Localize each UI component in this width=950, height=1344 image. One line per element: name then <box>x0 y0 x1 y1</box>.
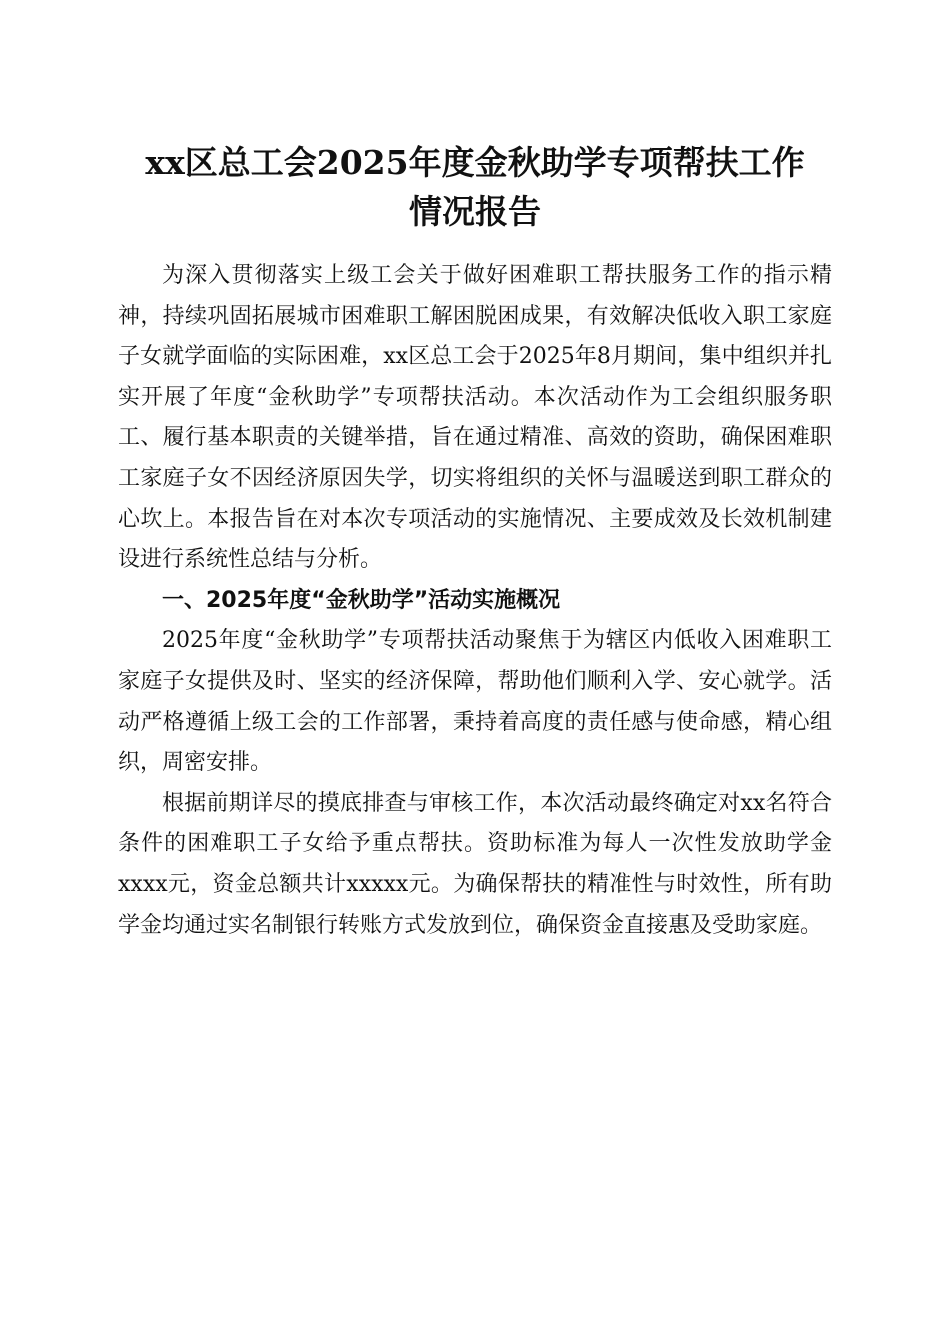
title-line-2: 情况报告 <box>409 192 541 231</box>
document-title <box>118 138 832 236</box>
intro-paragraph: 为深入贯彻落实上级工会关于做好困难职工帮扶服务工作的指示精神，持续巩固拓展城市困难职工解困脱困成果，有效解决低收入职工家庭子女就学面临的实际困难，xx区总工会于2025年8月期间，集中组织并扎实开展了年度“金秋助学”专项帮扶活动。本次活动作为工会组织服务职工、履行基本职责的关键举措，旨在通过精准、高效的资助，确保困难职工家庭子女不因经济原因失学，切实将组织的关怀与温暖送到职工群众的心坎上。本报告旨在对本次专项活动的实施情况、主要成效及长效机制建设进行系统性总结与分析。 <box>118 263 832 573</box>
section-1-paragraph-1: 2025年度“金秋助学”专项帮扶活动聚焦于为辖区内低收入困难职工家庭子女提供及时、坚实的经济保障，帮助他们顺利入学、安心就学。活动严格遵循上级工会的工作部署，秉持着高度的责任感与使命感，精心组织，周密安排。 <box>118 628 832 776</box>
document-body <box>118 256 832 946</box>
section-1-heading: 一、2025年度“金秋助学”活动实施概况 <box>162 587 561 613</box>
title-line-1: xx区总工会2025年度金秋助学专项帮扶工作 <box>145 143 805 182</box>
section-1-paragraph-2: 根据前期详尽的摸底排查与审核工作，本次活动最终确定对xx名符合条件的困难职工子女给予重点帮扶。资助标准为每人一次性发放助学金xxxx元，资金总额共计xxxxx元。为确保帮扶的精准性与时效性，所有助学金均通过实名制银行转账方式发放到位，确保资金直接惠及受助家庭。 <box>118 790 832 938</box>
